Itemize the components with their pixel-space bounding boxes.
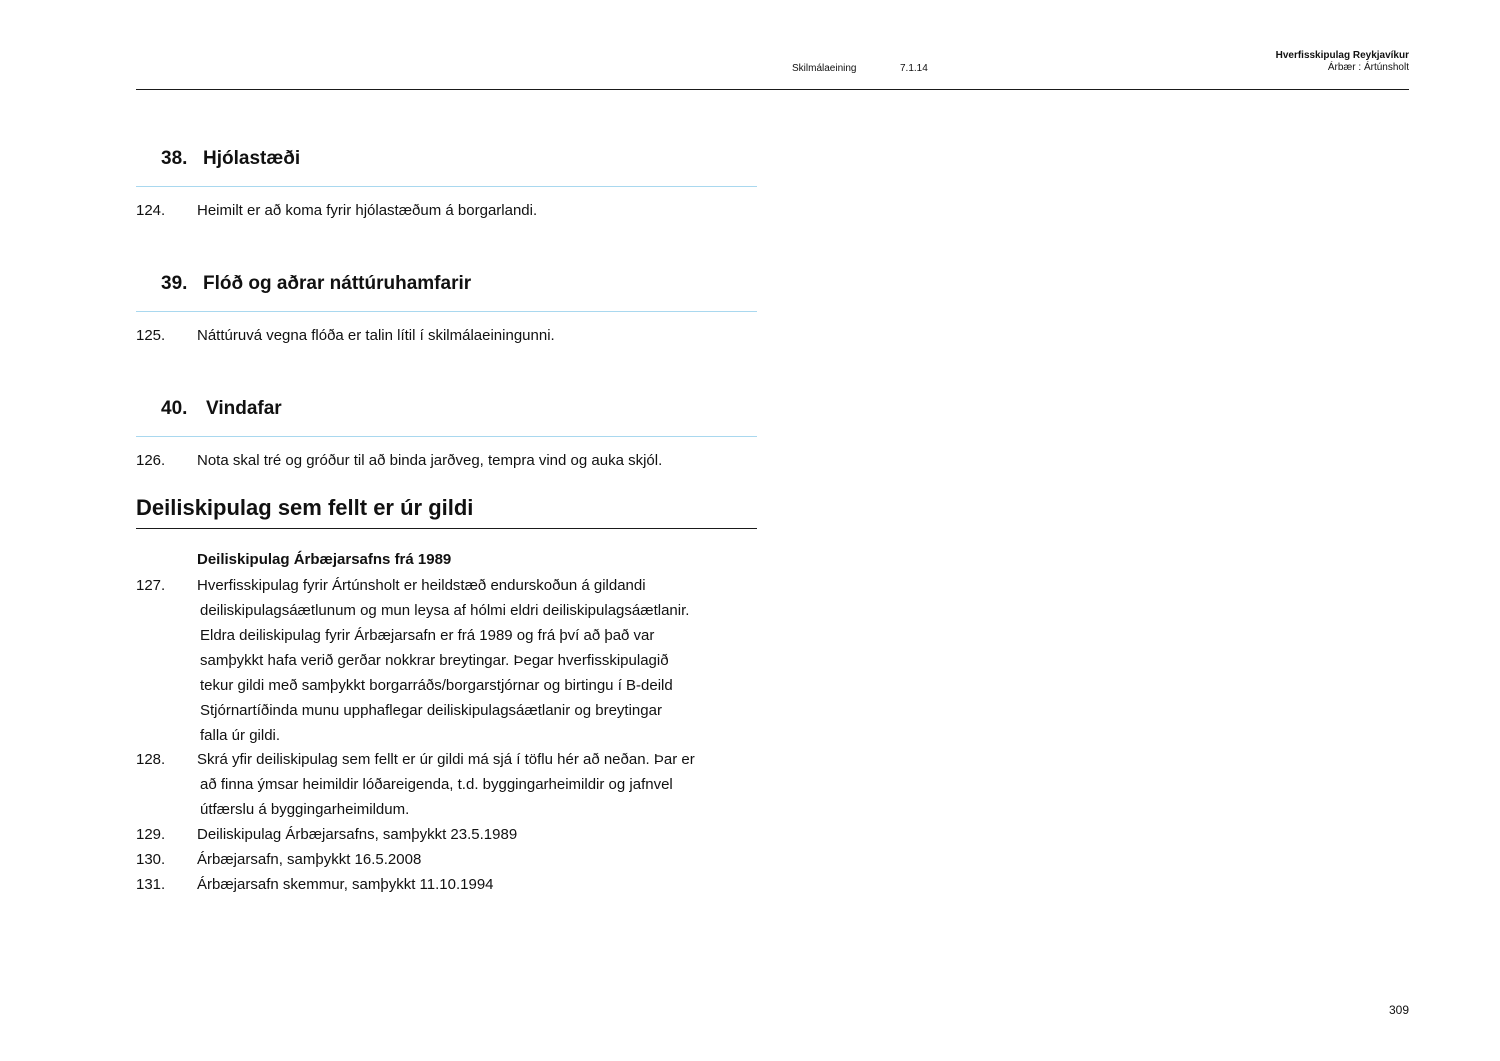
- item-text: Deiliskipulag Árbæjarsafns, samþykkt 23.5.1989: [197, 826, 518, 843]
- repealed-subtitle: Deiliskipulag Árbæjarsafns frá 1989: [197, 551, 452, 568]
- item-text: [197, 747, 757, 822]
- item-text: [197, 573, 757, 748]
- item-line: Skrá yfir deiliskipulag sem fellt er úr gildi má sjá í töflu hér að neðan. Þar er: [197, 751, 695, 768]
- repealed-title: Deiliskipulag sem fellt er úr gildi: [136, 495, 474, 520]
- item-line: Eldra deiliskipulag fyrir Árbæjarsafn er frá 1989 og frá því að það var: [200, 627, 655, 644]
- item-line: deiliskipulagsáætlunum og mun leysa af hólmi eldri deiliskipulagsáætlanir.: [200, 602, 690, 619]
- item-number: 129.: [136, 826, 166, 843]
- section-heading: [161, 147, 300, 171]
- item-number: 130.: [136, 851, 166, 868]
- header-plan-title: Hverfisskipulag Reykjavíkur: [1275, 50, 1409, 61]
- header-plan-subtitle: Árbær : Ártúnsholt: [1327, 62, 1409, 73]
- section-divider: [136, 311, 757, 312]
- section-divider: [136, 186, 757, 187]
- section-title: Hjólastæði: [203, 148, 301, 169]
- header-unit-label: Skilmálaeining: [792, 63, 857, 74]
- repealed-divider: [136, 528, 757, 529]
- section-heading: [161, 397, 282, 421]
- section-number: 38.: [161, 148, 188, 169]
- section-title: Vindafar: [206, 398, 282, 419]
- section-heading: [161, 272, 471, 296]
- item-line: Hverfisskipulag fyrir Ártúnsholt er heildstæð endurskoðun á gildandi: [197, 577, 646, 594]
- item-number: 128.: [136, 751, 166, 768]
- header-plan-block: [1276, 50, 1409, 74]
- item-line: tekur gildi með samþykkt borgarráðs/borgarstjórnar og birtingu í B-deild: [200, 677, 673, 694]
- item-number: 126.: [136, 452, 166, 469]
- item-text: Heimilt er að koma fyrir hjólastæðum á borgarlandi.: [197, 202, 538, 219]
- page-number: 309: [1388, 1003, 1409, 1017]
- section-title: Flóð og aðrar náttúruhamfarir: [203, 273, 472, 294]
- item-line: falla úr gildi.: [200, 727, 281, 744]
- item-number: 131.: [136, 876, 166, 893]
- section-number: 40.: [161, 398, 188, 419]
- header-unit-number: 7.1.14: [900, 63, 928, 74]
- section-number: 39.: [161, 273, 188, 294]
- section-divider: [136, 436, 757, 437]
- item-text: Náttúruvá vegna flóða er talin lítil í skilmálaeiningunni.: [197, 327, 555, 344]
- item-text: Árbæjarsafn skemmur, samþykkt 11.10.1994: [197, 876, 494, 893]
- header-divider: [136, 89, 1409, 90]
- item-text: Nota skal tré og gróður til að binda jarðveg, tempra vind og auka skjól.: [197, 452, 663, 469]
- item-line: að finna ýmsar heimildir lóðareigenda, t.d. byggingarheimildir og jafnvel: [200, 776, 673, 793]
- item-line: Stjórnartíðinda munu upphaflegar deiliskipulagsáætlanir og breytingar: [200, 702, 662, 719]
- item-number: 124.: [136, 202, 166, 219]
- item-line: samþykkt hafa verið gerðar nokkrar breytingar. Þegar hverfisskipulagið: [200, 652, 669, 669]
- item-number: 127.: [136, 577, 166, 594]
- item-text: Árbæjarsafn, samþykkt 16.5.2008: [197, 851, 422, 868]
- item-number: 125.: [136, 327, 166, 344]
- item-line: útfærslu á byggingarheimildum.: [200, 801, 410, 818]
